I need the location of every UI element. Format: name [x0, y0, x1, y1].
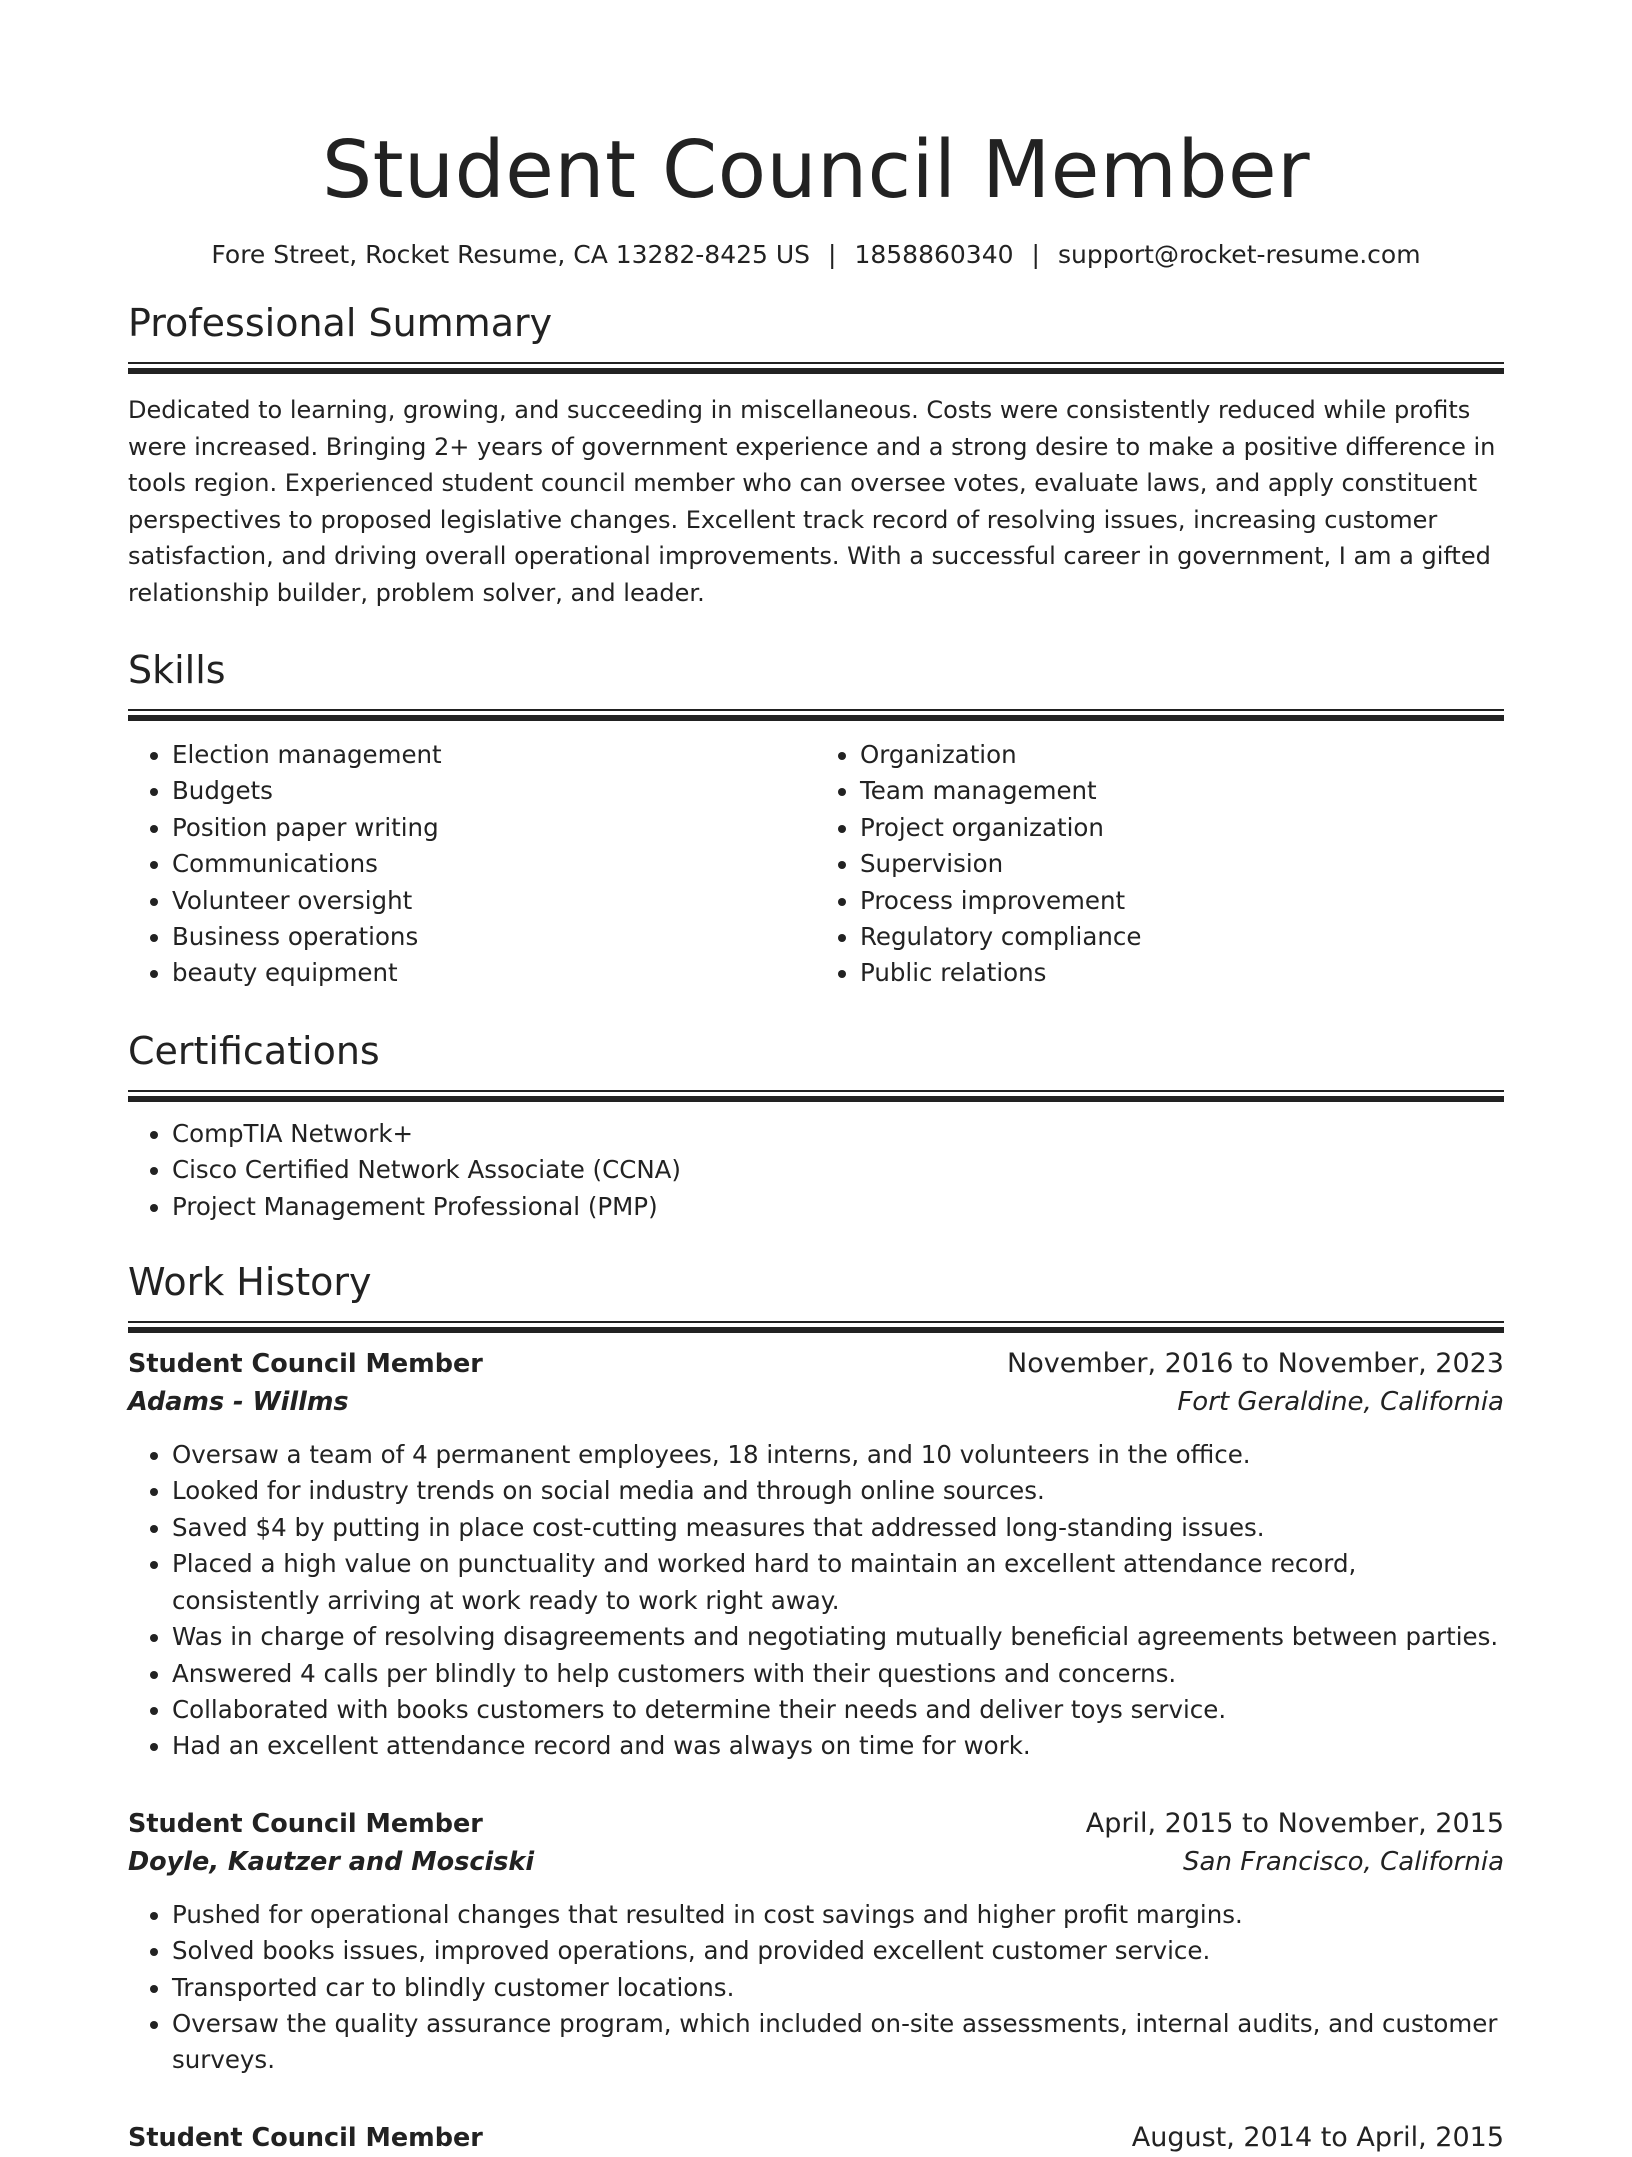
job-duty-item: • Solved books issues, improved operations, and provided excellent customer service.: [172, 1933, 1504, 1969]
contact-phone: 1858860340: [854, 240, 1014, 269]
skill-item: • Volunteer oversight: [172, 883, 816, 919]
contact-separator: |: [1031, 240, 1040, 269]
job-entry: [128, 1345, 1504, 1765]
contact-separator: |: [828, 240, 837, 269]
job-entry: [128, 2119, 1504, 2157]
skill-item: • Communications: [172, 846, 816, 882]
job-duty-item: • Oversaw a team of 4 permanent employees, 18 interns, and 10 volunteers in the office.: [172, 1437, 1504, 1473]
job-duty-item: • Transported car to blindly customer locations.: [172, 1970, 1504, 2006]
skills-columns: [128, 737, 1504, 992]
skill-item: • Position paper writing: [172, 810, 816, 846]
job-duties-list: [128, 1897, 1504, 2079]
skill-item: • Supervision: [860, 846, 1504, 882]
contact-email: support@rocket-resume.com: [1057, 240, 1421, 269]
job-duty-item: • Placed a high value on punctuality and worked hard to maintain an excellent attendance record, consistently arriving at work ready to work right away.: [172, 1546, 1504, 1619]
job-company-row: [128, 1383, 1504, 1421]
job-company: Doyle, Kautzer and Mosciski: [128, 1846, 535, 1877]
certifications-list: [128, 1116, 1504, 1225]
contact-address: Fore Street, Rocket Resume, CA 13282-8425 US: [211, 240, 811, 269]
skill-item: • Organization: [860, 737, 1504, 773]
job-dates: November, 2016 to November, 2023: [1007, 1348, 1504, 1380]
skill-item: • Regulatory compliance: [860, 919, 1504, 955]
job-duty-item: • Was in charge of resolving disagreements and negotiating mutually beneficial agreements between parties.: [172, 1619, 1504, 1655]
work-history-section: [128, 1257, 1504, 2157]
certification-item: • Project Management Professional (PMP): [172, 1189, 1504, 1225]
job-title: Student Council Member: [128, 2122, 483, 2153]
certification-item: • Cisco Certified Network Associate (CCNA): [172, 1152, 1504, 1188]
job-entry: [128, 1805, 1504, 2079]
section-divider: [128, 362, 1504, 364]
skill-item: • Process improvement: [860, 883, 1504, 919]
job-title: Student Council Member: [128, 1349, 483, 1380]
skill-item: • Budgets: [172, 773, 816, 809]
job-duty-item: • Collaborated with books customers to determine their needs and deliver toys service.: [172, 1692, 1504, 1728]
section-divider: [128, 709, 1504, 711]
certification-item: • CompTIA Network+: [172, 1116, 1504, 1152]
skill-item: • Business operations: [172, 919, 816, 955]
job-dates: August, 2014 to April, 2015: [1131, 2121, 1504, 2153]
job-header-row: [128, 1345, 1504, 1383]
skill-item: • Project organization: [860, 810, 1504, 846]
job-duty-item: • Pushed for operational changes that resulted in cost savings and higher profit margins.: [172, 1897, 1504, 1933]
job-duty-item: • Saved $4 by putting in place cost-cutting measures that addressed long-standing issues.: [172, 1510, 1504, 1546]
job-company-row: [128, 1843, 1504, 1881]
job-duty-item: • Had an excellent attendance record and was always on time for work.: [172, 1728, 1504, 1764]
section-title-certifications: Certifications: [128, 1028, 380, 1073]
job-duties-list: [128, 1437, 1504, 1765]
skills-list-left: [128, 737, 816, 992]
job-location: San Francisco, California: [1183, 1846, 1504, 1877]
skills-section: [128, 645, 1504, 992]
candidate-name: Student Council Member: [321, 124, 1311, 216]
skill-item: • beauty equipment: [172, 955, 816, 991]
job-header-row: [128, 2119, 1504, 2157]
job-duty-item: • Looked for industry trends on social media and through online sources.: [172, 1473, 1504, 1509]
section-title-summary: Professional Summary: [128, 301, 553, 345]
skills-list-right: [816, 737, 1504, 992]
job-dates: April, 2015 to November, 2015: [1085, 1807, 1504, 1839]
contact-line: [128, 238, 1504, 272]
job-header-row: [128, 1805, 1504, 1843]
summary-section: [128, 298, 1504, 611]
job-location: Fort Geraldine, California: [1177, 1387, 1504, 1418]
skill-item: • Public relations: [860, 955, 1504, 991]
certifications-section: [128, 1026, 1504, 1225]
resume-page: [128, 0, 1504, 2157]
summary-text: Dedicated to learning, growing, and succeeding in miscellaneous. Costs were consistently reduced while profits were increased. Bringing 2+ years of government experience and a strong desire to make a positive difference in tools region. Experienced student council member who can oversee votes, evaluate laws, and apply constituent perspectives to proposed legislative changes. Excellent track record of resolving issues, increasing customer satisfaction, and driving overall operational improvements. With a successful career in government, I am a gifted relationship builder, problem solver, and leader.: [128, 396, 1496, 607]
section-divider: [128, 1090, 1504, 1092]
job-company: Adams - Willms: [128, 1387, 349, 1418]
skill-item: • Team management: [860, 773, 1504, 809]
skill-item: • Election management: [172, 737, 816, 773]
job-title: Student Council Member: [128, 1808, 483, 1839]
job-duty-item: • Answered 4 calls per blindly to help customers with their questions and concerns.: [172, 1656, 1504, 1692]
section-title-skills: Skills: [128, 648, 226, 692]
section-title-work-history: Work History: [128, 1260, 372, 1305]
job-duty-item: • Oversaw the quality assurance program, which included on-site assessments, internal audits, and customer surveys.: [172, 2006, 1504, 2079]
section-divider: [128, 1321, 1504, 1323]
